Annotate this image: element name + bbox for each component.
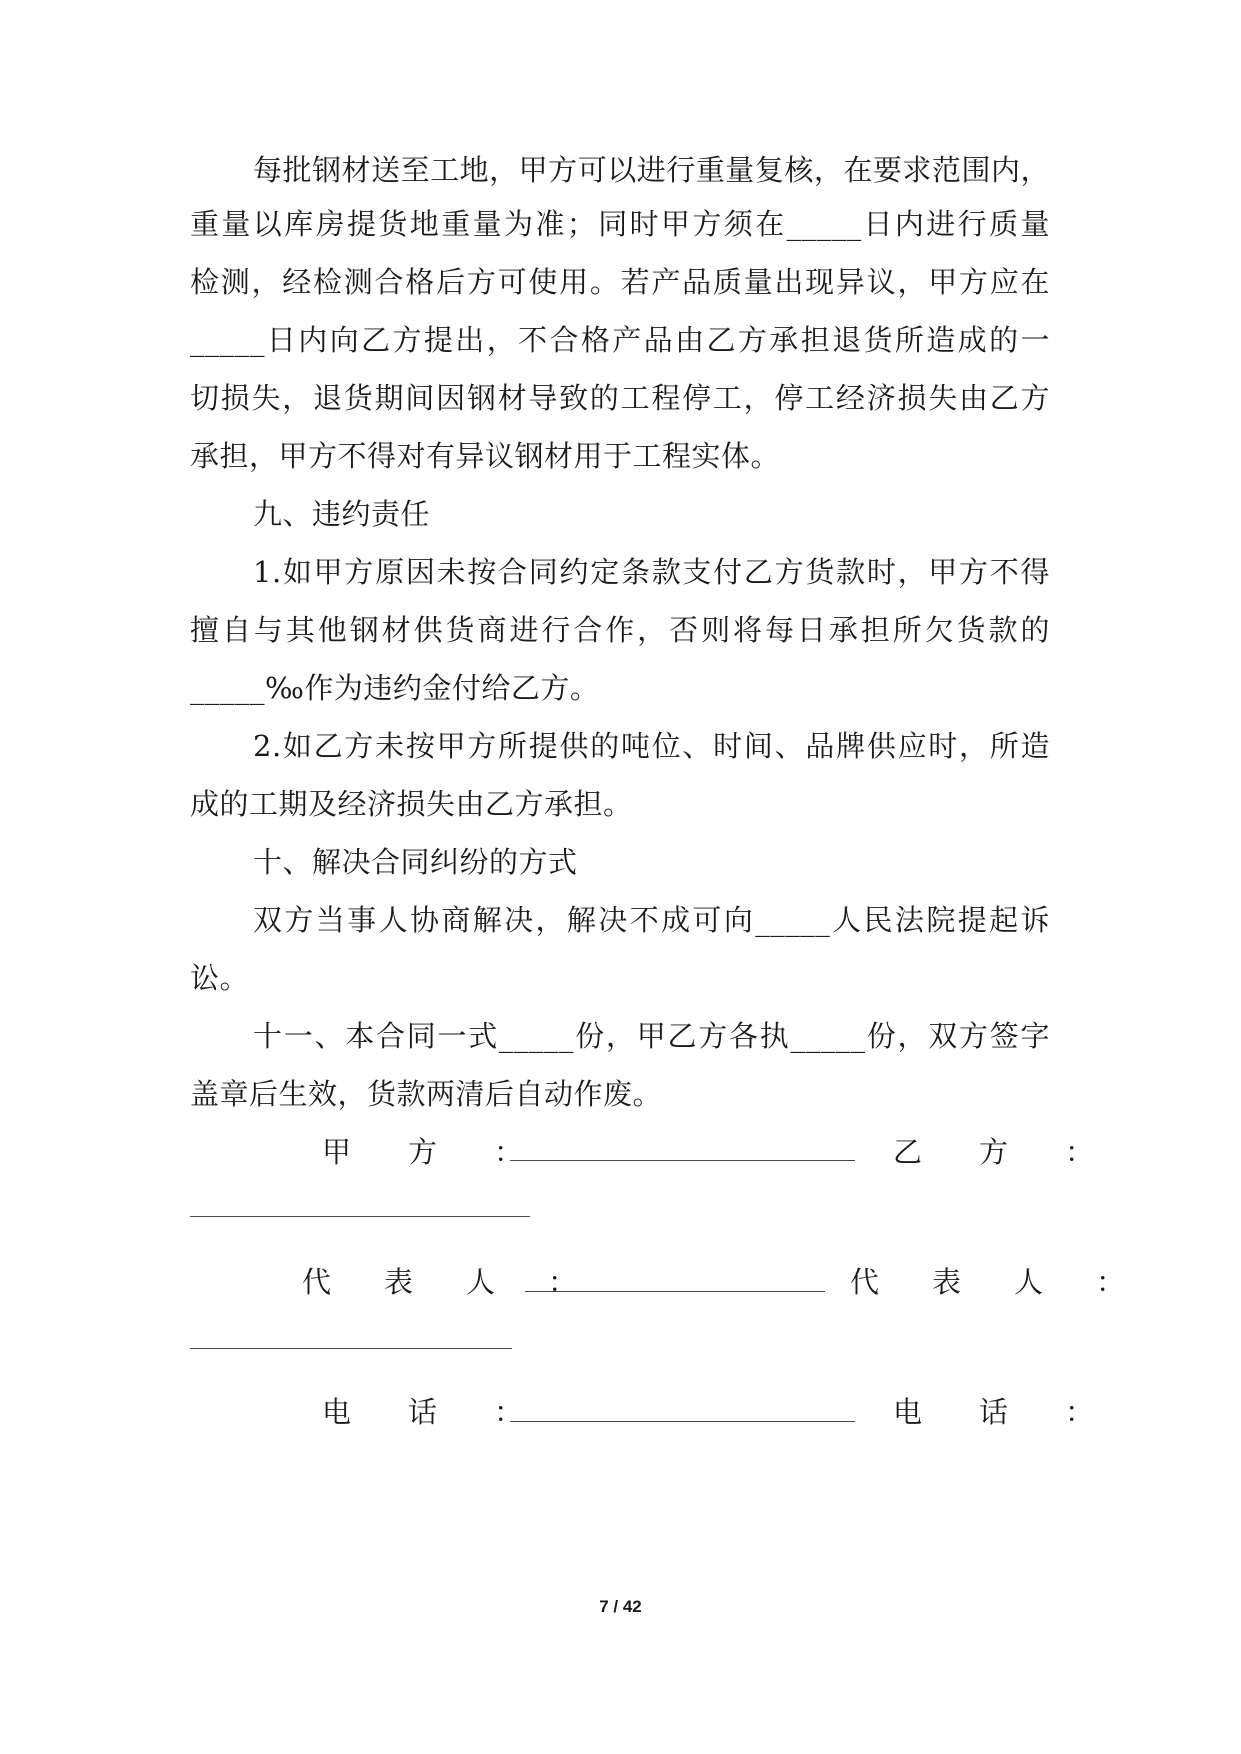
- party-b-signature-line: [190, 1216, 530, 1217]
- paragraph-line: 检测，经检测合格后方可使用。若产品质量出现异议，甲方应在: [190, 265, 1050, 299]
- party-a-signature-line: [510, 1160, 855, 1161]
- phone-b-label: 电 话 ：: [893, 1395, 1109, 1429]
- phone-a-label: 电 话 ：: [322, 1395, 538, 1429]
- page-number: 7 / 42: [599, 1597, 642, 1616]
- paragraph-line: 承担，甲方不得对有异议钢材用于工程实体。: [190, 439, 781, 473]
- paragraph-line: 2.如乙方未按甲方所提供的吨位、时间、品牌供应时，所造: [253, 729, 1050, 763]
- paragraph-line: 双方当事人协商解决，解决不成可向_____人民法院提起诉: [253, 903, 1050, 937]
- party-a-label: 甲 方 ：: [322, 1135, 538, 1169]
- paragraph-line: _____日内向乙方提出，不合格产品由乙方承担退货所造成的一: [190, 323, 1050, 357]
- phone-a-line: [510, 1421, 855, 1422]
- paragraph-line: 每批钢材送至工地，甲方可以进行重量复核，在要求范围内，: [253, 153, 1050, 187]
- section-heading: 九、违约责任: [253, 497, 431, 531]
- rep-a-signature-line: [525, 1291, 825, 1292]
- rep-a-label: 代 表 人 ：: [302, 1265, 590, 1299]
- paragraph-line: 1.如甲方原因未按合同约定条款支付乙方货款时，甲方不得: [253, 555, 1050, 589]
- rep-b-signature-line: [190, 1348, 512, 1349]
- party-b-label: 乙 方 ：: [893, 1135, 1109, 1169]
- paragraph-line: 讼。: [190, 961, 250, 995]
- section-heading: 十、解决合同纠纷的方式: [253, 845, 578, 879]
- paragraph-line: 盖章后生效，货款两清后自动作废。: [190, 1077, 663, 1111]
- paragraph-line: 成的工期及经济损失由乙方承担。: [190, 787, 633, 821]
- paragraph-line: 擅自与其他钢材供货商进行合作，否则将每日承担所欠货款的: [190, 613, 1050, 647]
- paragraph-line: 切损失，退货期间因钢材导致的工程停工，停工经济损失由乙方: [190, 381, 1050, 415]
- paragraph-line: 十一、本合同一式_____份，甲乙方各执_____份，双方签字: [253, 1019, 1050, 1053]
- rep-b-label: 代 表 人 ：: [850, 1265, 1138, 1299]
- paragraph-line: _____‰作为违约金付给乙方。: [190, 671, 600, 705]
- paragraph-line: 重量以库房提货地重量为准；同时甲方须在_____日内进行质量: [190, 207, 1050, 241]
